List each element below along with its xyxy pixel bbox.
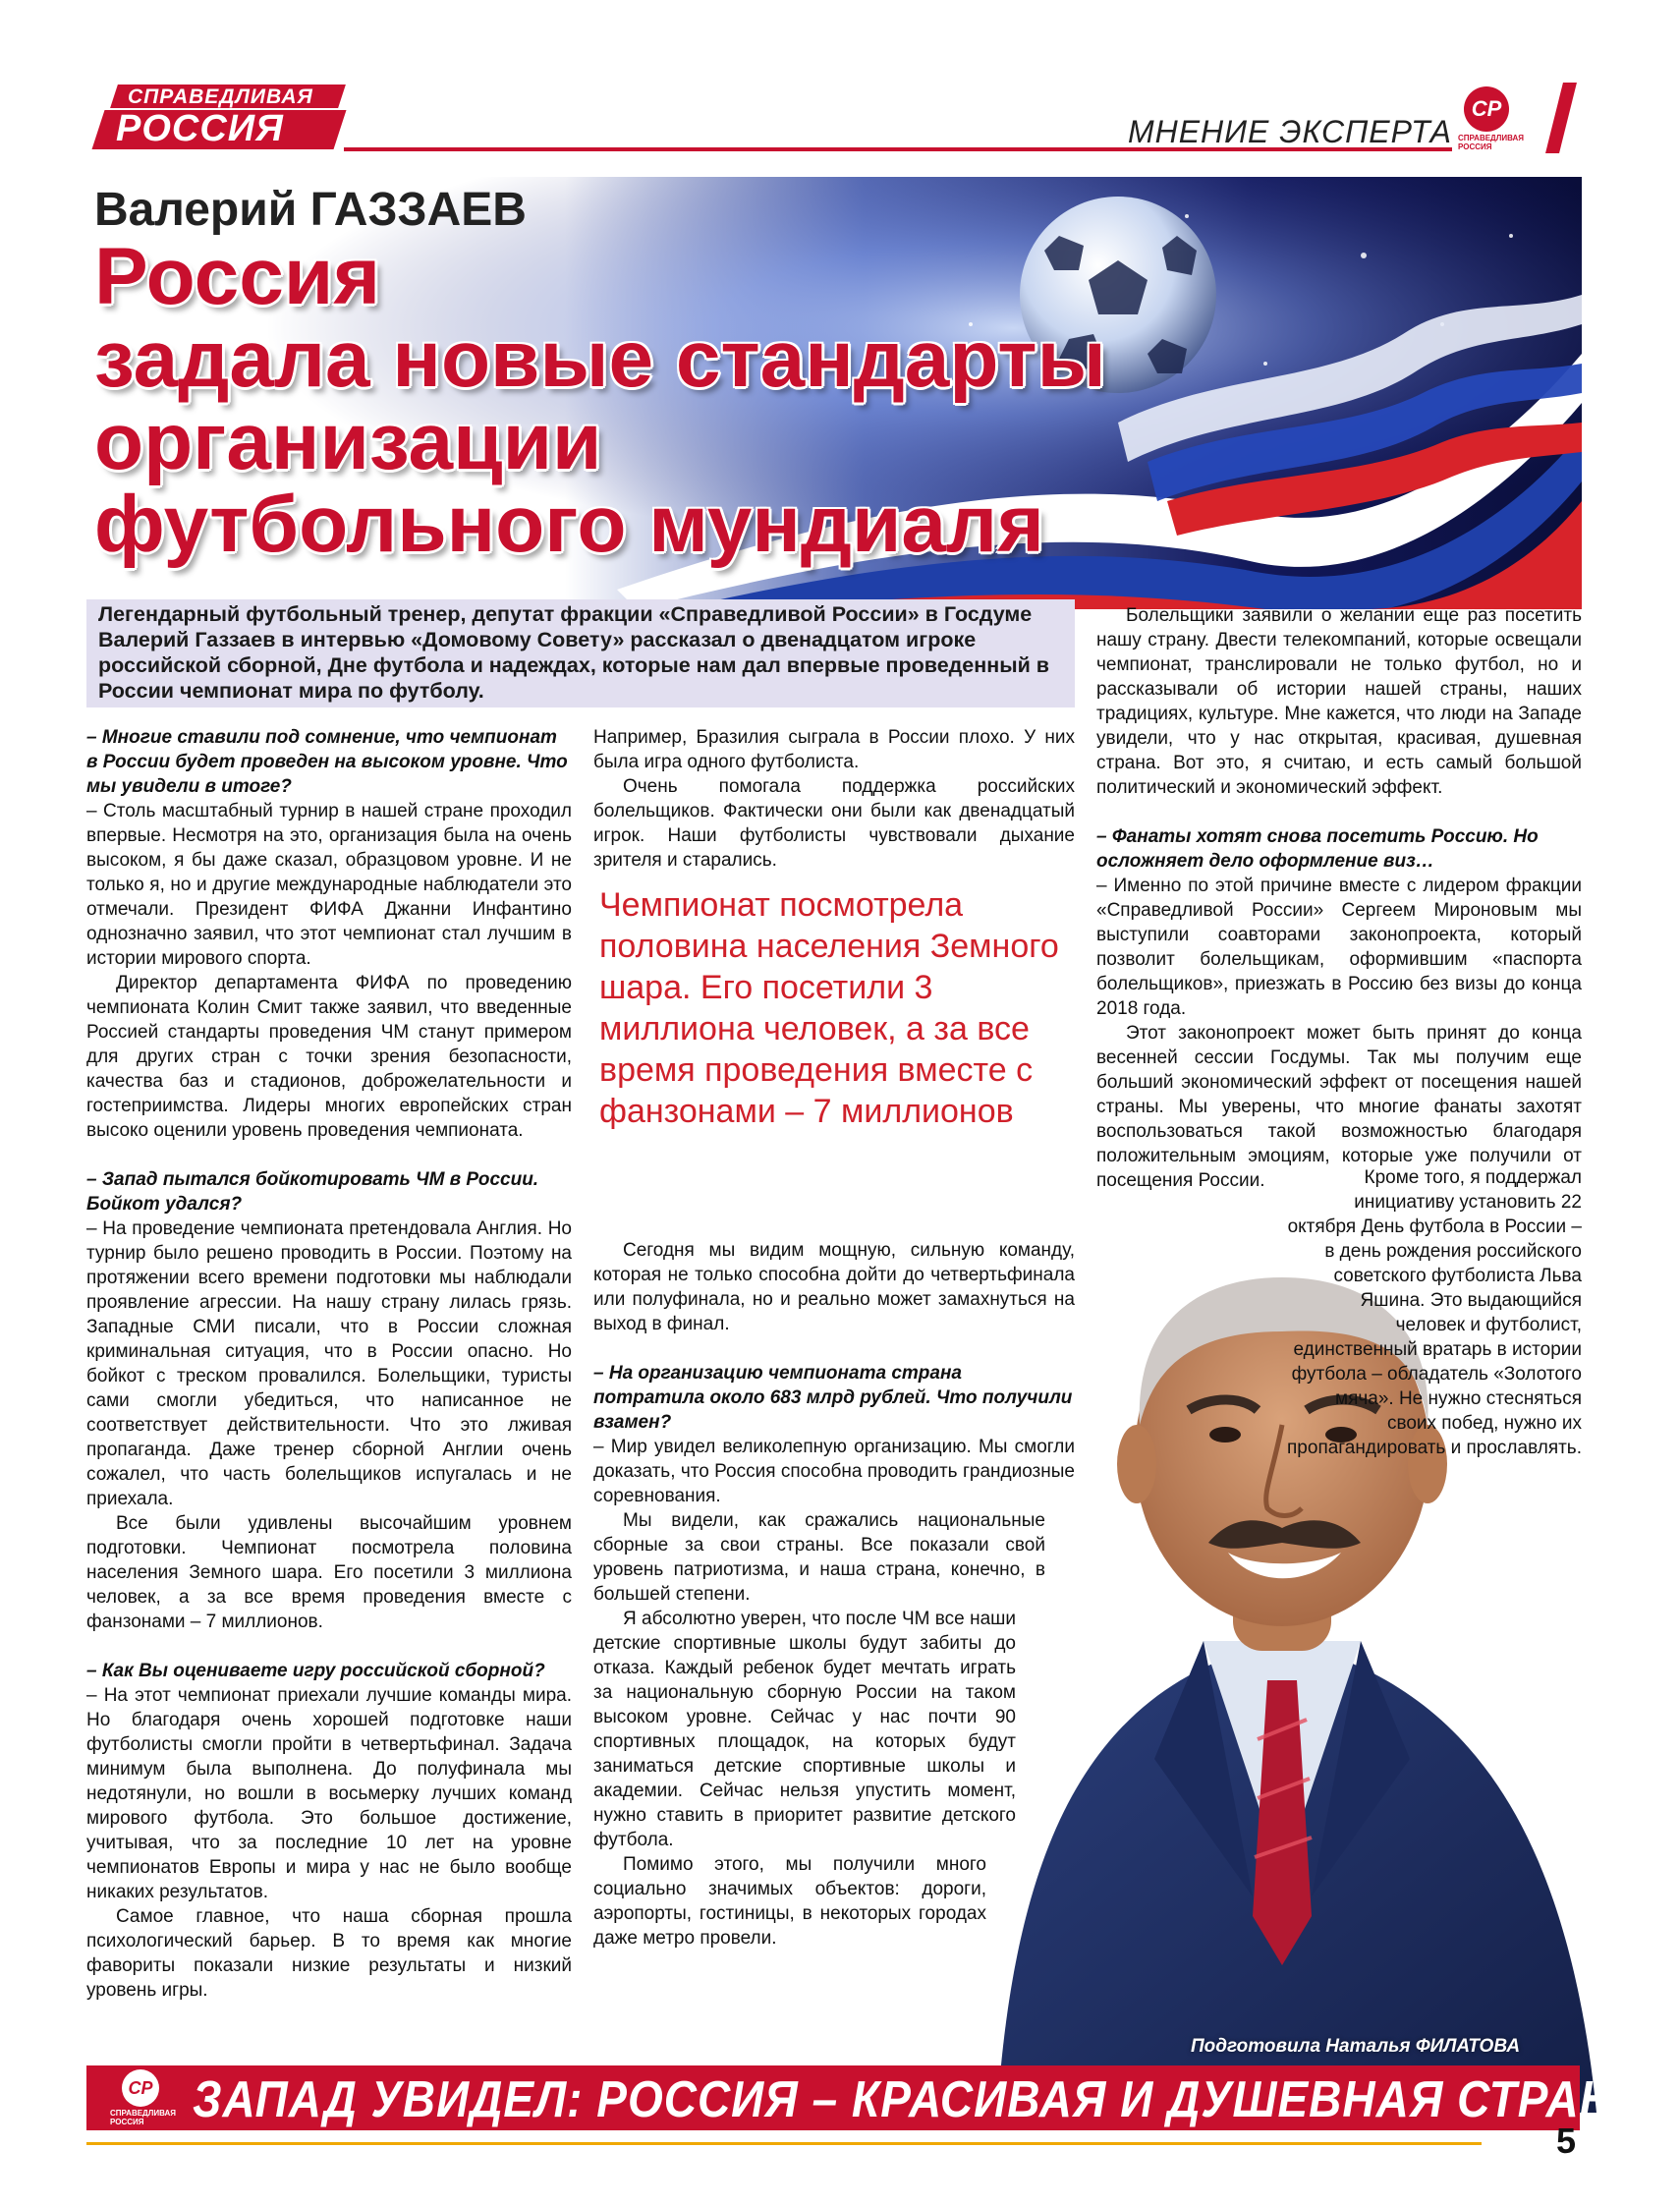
column-3 — [1096, 603, 1582, 1193]
body-paragraph: Все были удивлены высочайшим уровнем подготовки. Чемпионат посмотрела половина населения Земного шара. Его посетили 3 миллиона человек, а за все время проведения вместе с фанзонами – 7 миллионов. — [86, 1513, 572, 1632]
author-name: Валерий ГАЗЗАЕВ — [94, 184, 527, 236]
bottom-rule — [86, 2142, 1482, 2145]
headline-line-3: организации — [94, 397, 602, 486]
author-credit: Подготовила Наталья ФИЛАТОВА — [1191, 2036, 1521, 2057]
body-paragraph: Этот законопроект может быть принят до конца весенней сессии Госдумы. Так мы получим еще больший экономический эффект от посещения нашей страны. Мы уверены, что многие фанаты захотят воспользоваться такой возможностью благодаря положительным эмоциям, которые уже получили от посещения России. — [1096, 1023, 1582, 1191]
question: – Запад пытался бойкотировать ЧМ в России. Бойкот удался? — [86, 1169, 539, 1215]
page-number: 5 — [1556, 2121, 1577, 2161]
body-paragraph: Самое главное, что наша сборная прошла психологический барьер. В то время как многие фавориты показали низкие результаты и низкий уровень игры. — [86, 1906, 572, 2001]
body-paragraph: Директор департамента ФИФА по проведению чемпионата Колин Смит также заявил, что введенные Россией стандарты проведения ЧМ станут примером для других стран с точки зрения безопасности, качества баз и стадионов, доброжелательности и гостеприимства. Лидеры многих европейских стран высоко оценили уровень проведения чемпионата. — [86, 973, 572, 1141]
brand-logo — [86, 85, 344, 149]
headline-line-4: футбольного мундиаля — [94, 480, 1044, 569]
lead-paragraph: Легендарный футбольный тренер, депутат фракции «Справедливой России» в Госдуме Валерий Газзаев в интервью «Домовому Совету» рассказал о двенадцатом игроке российской сборной, Дне футбола и надеждах, которые нам дал впервые проведенный в России чемпионат мира по футболу. — [98, 602, 1050, 703]
party-badge-icon — [110, 2069, 177, 2128]
body-paragraph: Мы видели, как сражались национальные сборные за свои страны. Все показали свой уровень патриотизма, и наша страна, конечно, в большей степени. — [593, 1510, 1045, 1605]
body-paragraph: Очень помогала поддержка российских болельщиков. Фактически они были как двенадцатый игрок. Наши футболисты чувствовали дыхание зрителя и старались. — [593, 776, 1075, 871]
question: – Как Вы оцениваете игру российской сборной? — [86, 1661, 545, 1681]
column-1 — [86, 725, 572, 2003]
party-badge-text: СР — [1464, 86, 1509, 132]
answer-paragraph: – На проведение чемпионата претендовала Англия. Но турнир было решено проводить в России. Поэтому на протяжении всего времени подготовки мы наблюдали проявление агрессии. На нашу страну лилась грязь. Западные СМИ писали, что в России сложная криминальная ситуация, что в России опасно. Но бойкот с треском провалился. Болельщики, туристы сами смогли убедиться, что написанное не соответствует действительности. Что это лживая пропаганда. Даже тренер сборной Англии очень сожалел, что часть болельщиков испугалась и не приехала. — [86, 1218, 572, 1509]
party-badge-caption-1: СПРАВЕДЛИВАЯ — [1458, 134, 1525, 142]
brand-logo-line-2: РОССИЯ — [116, 108, 284, 149]
footer-slogan: ЗАПАД УВИДЕЛ: РОССИЯ – КРАСИВАЯ И ДУШЕВНАЯ СТРАНА! — [193, 2070, 1663, 2128]
brand-logo-line-1: СПРАВЕДЛИВАЯ — [128, 85, 313, 108]
party-badge-caption-2: РОССИЯ — [110, 2118, 144, 2126]
answer-paragraph: – На этот чемпионат приехали лучшие команды мира. Но благодаря очень хорошей подготовке наши футболисты смогли пройти в четвертьфинал. Задача минимум была выполнена. До полуфинала мы недотянули, но вошли в восьмерку лучших команд мирового футбола. Это большое достижение, учитывая, что за последние 10 лет на уровне чемпионатов Европы и мира у нас не было вообще никаких результатов. — [86, 1685, 572, 1902]
party-badge-caption-2: РОССИЯ — [1458, 142, 1492, 151]
party-badge-text: СР — [122, 2069, 159, 2107]
body-paragraph: Например, Бразилия сыграла в России плохо. У них была игра одного футболиста. — [593, 727, 1075, 772]
question: – Многие ставили под сомнение, что чемпионат в России будет проведен на высоком уровне. Что мы увидели в итоге? — [86, 727, 568, 797]
header-slash-decoration — [1545, 83, 1577, 153]
headline — [94, 232, 1273, 569]
question: – На организацию чемпионата страна потратила около 683 млрд рублей. Что получили взамен? — [593, 1363, 1073, 1433]
section-label: МНЕНИЕ ЭКСПЕРТА — [1127, 114, 1452, 149]
answer-paragraph: – Столь масштабный турнир в нашей стране проходил впервые. Несмотря на это, организация была на очень высоком, я бы даже сказал, образцовом уровне. И не только я, но и другие международные наблюдатели это отмечали. Президент ФИФА Джанни Инфантино однозначно заявил, что этот чемпионат стал лучшим в истории мирового спорта. — [86, 801, 572, 969]
column-3-ending: Кроме того, я поддержал инициативу установить 22 октября День футбола в России – в день рождения российского советского футболиста Льва Яшина. Это выдающийся человек и футболист, единственный вратарь в истории футбола – обладатель «Золотого мяча». Не нужно стесняться своих побед, нужно их пропагандировать и прославлять. — [1287, 1167, 1582, 1458]
answer-paragraph: – Мир увидел великолепную организацию. Мы смогли доказать, что Россия способна проводить грандиозные соревнования. — [593, 1437, 1075, 1506]
pull-quote: Чемпионат посмотрела половина населения Земного шара. Его посетили 3 миллиона человек, а за все время проведения вместе с фанзонами – 7 миллионов — [599, 886, 1059, 1130]
headline-line-1: Россия — [94, 232, 381, 321]
body-paragraph: Болельщики заявили о желании еще раз посетить нашу страну. Двести телекомпаний, которые освещали чемпионат, транслировали не только футбол, но и рассказывали об истории нашей страны, наших традициях, культуре. Мне кажется, что люди на Западе увидели, что у нас открытая, красивая, душевная страна. Вот это, я считаю, и есть самый большой политический и экономический эффект. — [1096, 605, 1582, 798]
party-badge-caption-1: СПРАВЕДЛИВАЯ — [110, 2109, 177, 2118]
body-paragraph: Сегодня мы видим мощную, сильную команду, которая не только способна дойти до четвертьфинала или полуфинала, но и реально может замахнуться на выход в финал. — [593, 1240, 1075, 1334]
answer-paragraph: – Именно по этой причине вместе с лидером фракции «Справедливой России» Сергеем Мироновым мы выступили соавторами законопроекта, который позволит болельщикам, оформившим «паспорта болельщиков», приезжать в Россию без визы до конца 2018 года. — [1096, 876, 1582, 1019]
column-2 — [593, 725, 1075, 873]
body-paragraph: Помимо этого, мы получили много социально значимых объектов: дороги, аэропорты, гостиницы, в некоторых городах даже метро провели. — [593, 1854, 986, 1949]
question: – Фанаты хотят снова посетить Россию. Но осложняет дело оформление виз… — [1096, 826, 1539, 872]
body-paragraph: Я абсолютно уверен, что после ЧМ все наши детские спортивные школы будут забиты до отказа. Каждый ребенок будет мечтать играть за национальную сборную России на таком высоком уровне. Сейчас у нас почти 90 спортивных площадок, на которых будут заниматься детские спортивные школы и академии. Сейчас нельзя упустить момент, нужно ставить в приоритет развитие детского футбола. — [593, 1609, 1016, 1850]
party-badge-icon — [1458, 85, 1544, 153]
headline-line-2: задала новые стандарты — [94, 314, 1106, 404]
